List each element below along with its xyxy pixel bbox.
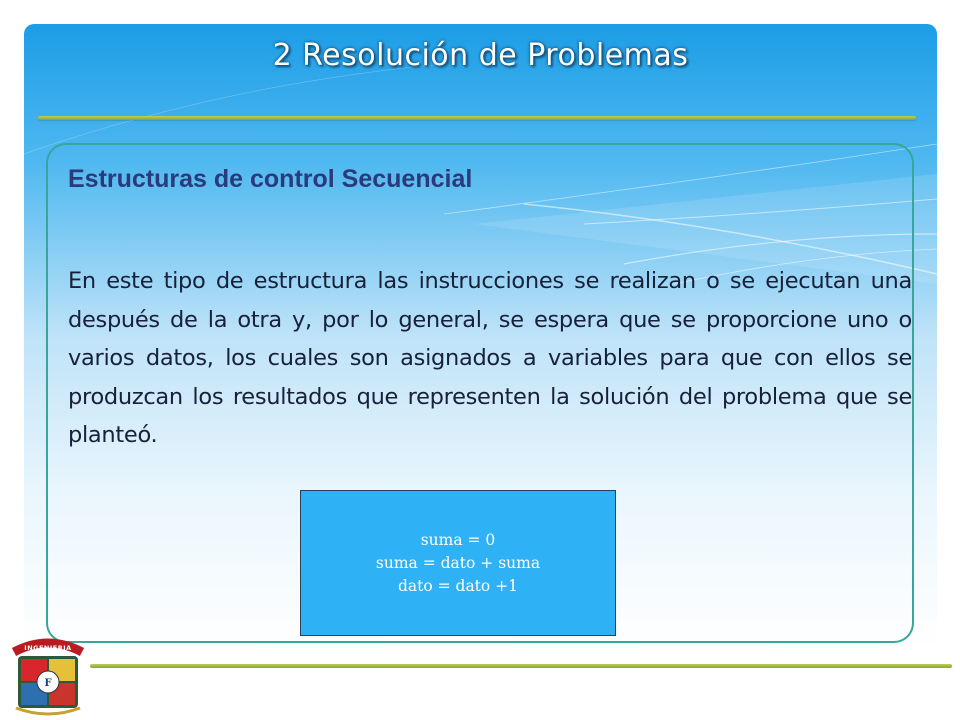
logo-text: INGENIERIA (24, 644, 72, 652)
code-line: suma = dato + suma (375, 553, 541, 572)
code-line: dato = dato +1 (397, 576, 519, 595)
code-line: suma = 0 (420, 530, 496, 549)
footer-divider (90, 664, 952, 668)
code-box (300, 490, 616, 636)
logo-emblem-icon (10, 636, 86, 718)
slide-title: 2 Resolución de Problemas (272, 38, 689, 73)
body-paragraph: En este tipo de estructura las instrucciones se realizan o se ejecutan una después de la otra y, por lo general, se espera que se proporcione uno o varios datos, los cuales son asignados a variables para que con ellos se produzcan los resultados que representen la solución del problema que se planteó. (68, 268, 912, 448)
ingenieria-logo (10, 636, 86, 718)
title-divider (38, 116, 916, 120)
svg-text:F: F (44, 678, 52, 689)
section-heading: Estructuras de control Secuencial (68, 165, 473, 193)
